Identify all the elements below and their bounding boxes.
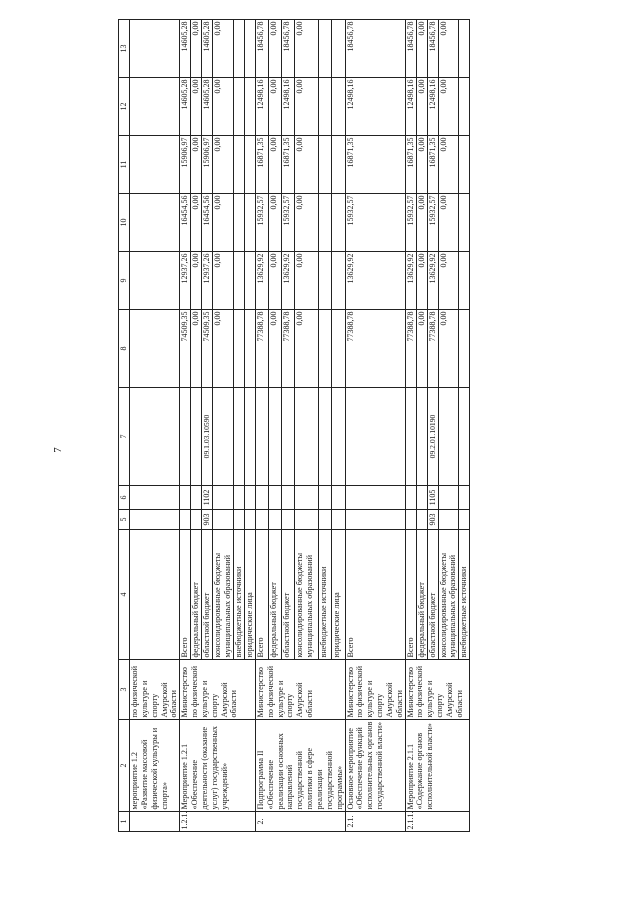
section-code-cell <box>319 486 332 510</box>
target-article-cell <box>268 388 281 486</box>
amount-cell <box>244 20 255 78</box>
executor-cell: Министерство по физической культуре и спорту Амурской области <box>255 660 345 720</box>
section-code-cell <box>255 486 268 510</box>
funding-source-cell: федеральный бюджет <box>191 530 202 660</box>
grbs-code-cell <box>332 510 345 530</box>
funding-source-cell: Всего <box>255 530 268 660</box>
section-code-cell: 1102 <box>202 486 213 510</box>
target-article-cell <box>294 388 318 486</box>
amount-cell <box>459 310 470 388</box>
amount-cell: 16454,56 <box>180 194 191 252</box>
amount-cell: 12498,16 <box>255 78 268 136</box>
target-article-cell: 09.2.01.10190 <box>427 388 438 486</box>
amount-cell <box>233 20 244 78</box>
grbs-code-cell <box>294 510 318 530</box>
section-code-cell <box>213 486 234 510</box>
funding-source-cell: внебюджетные источники <box>319 530 332 660</box>
target-article-cell <box>191 388 202 486</box>
amount-cell <box>130 310 180 388</box>
section-code-cell <box>294 486 318 510</box>
amount-cell: 18456,78 <box>255 20 268 78</box>
amount-cell: 12498,16 <box>345 78 405 136</box>
funding-source-cell: областной бюджет <box>281 530 294 660</box>
target-article-cell: 09.1.03.10590 <box>202 388 213 486</box>
amount-cell <box>244 78 255 136</box>
amount-cell <box>459 78 470 136</box>
amount-cell: 77388,78 <box>427 310 438 388</box>
amount-cell <box>233 78 244 136</box>
amount-cell: 0,00 <box>416 252 427 310</box>
amount-cell: 14605,28 <box>180 78 191 136</box>
amount-cell: 0,00 <box>268 20 281 78</box>
item-name-cell: Мероприятие 1.2.1 «Обеспечение деятельности (оказание услуг) государственных учреждений» <box>180 720 256 812</box>
budget-table <box>118 19 470 832</box>
amount-cell: 16871,35 <box>427 136 438 194</box>
amount-cell: 0,00 <box>294 20 318 78</box>
funding-source-cell: Всего <box>405 530 416 660</box>
section-code-cell <box>345 486 405 510</box>
amount-cell: 0,00 <box>191 194 202 252</box>
amount-cell <box>130 20 180 78</box>
target-article-cell <box>233 388 244 486</box>
section-code-cell <box>130 486 180 510</box>
target-article-cell <box>332 388 345 486</box>
column-header: 11 <box>119 136 130 194</box>
amount-cell <box>130 78 180 136</box>
grbs-code-cell <box>130 510 180 530</box>
amount-cell: 16871,35 <box>281 136 294 194</box>
amount-cell: 77388,78 <box>255 310 268 388</box>
amount-cell <box>332 20 345 78</box>
grbs-code-cell <box>319 510 332 530</box>
amount-cell: 16454,56 <box>202 194 213 252</box>
amount-cell: 14605,28 <box>202 20 213 78</box>
amount-cell <box>319 78 332 136</box>
header-row <box>119 20 130 832</box>
section-code-cell <box>332 486 345 510</box>
amount-cell <box>319 252 332 310</box>
funding-source-cell: федеральный бюджет <box>268 530 281 660</box>
section-code-cell <box>405 486 416 510</box>
amount-cell: 0,00 <box>191 78 202 136</box>
table-body <box>130 20 470 832</box>
amount-cell: 0,00 <box>438 78 459 136</box>
item-name-cell: Мероприятие 2.1.1 «Содержание органов исполнительной власти» <box>405 720 470 812</box>
amount-cell: 0,00 <box>438 310 459 388</box>
amount-cell: 0,00 <box>438 20 459 78</box>
amount-cell: 0,00 <box>268 78 281 136</box>
section-code-cell: 1105 <box>427 486 438 510</box>
funding-source-cell: областной бюджет <box>427 530 438 660</box>
amount-cell <box>319 194 332 252</box>
funding-source-cell: федеральный бюджет <box>416 530 427 660</box>
amount-cell: 0,00 <box>294 252 318 310</box>
column-header: 3 <box>119 660 130 720</box>
amount-cell <box>319 20 332 78</box>
rotated-table-container <box>118 21 596 832</box>
grbs-code-cell <box>244 510 255 530</box>
amount-cell: 18456,78 <box>405 20 416 78</box>
grbs-code-cell <box>438 510 459 530</box>
amount-cell: 0,00 <box>416 78 427 136</box>
funding-source-cell: областной бюджет <box>202 530 213 660</box>
amount-cell <box>332 136 345 194</box>
amount-cell: 0,00 <box>294 310 318 388</box>
section-code-cell <box>438 486 459 510</box>
amount-cell <box>459 194 470 252</box>
amount-cell: 13629,92 <box>405 252 416 310</box>
target-article-cell <box>255 388 268 486</box>
table-row <box>130 20 180 832</box>
amount-cell <box>459 252 470 310</box>
column-header: 13 <box>119 20 130 78</box>
amount-cell: 0,00 <box>294 136 318 194</box>
funding-source-cell: юридические лица <box>332 530 345 660</box>
table-row <box>345 20 405 832</box>
amount-cell <box>459 136 470 194</box>
grbs-code-cell <box>416 510 427 530</box>
amount-cell: 15932,57 <box>281 194 294 252</box>
amount-cell <box>459 20 470 78</box>
section-code-cell <box>268 486 281 510</box>
amount-cell: 0,00 <box>213 194 234 252</box>
item-name-cell: Подпрограмма II «Обеспечение реализации основных направлений государственной политики в сфере реализации государственной программы» <box>255 720 345 812</box>
amount-cell: 0,00 <box>191 20 202 78</box>
amount-cell: 15932,57 <box>405 194 416 252</box>
target-article-cell <box>345 388 405 486</box>
amount-cell <box>130 136 180 194</box>
amount-cell: 0,00 <box>213 78 234 136</box>
amount-cell <box>332 252 345 310</box>
grbs-code-cell <box>191 510 202 530</box>
amount-cell: 15906,97 <box>202 136 213 194</box>
amount-cell: 15906,97 <box>180 136 191 194</box>
amount-cell: 77388,78 <box>281 310 294 388</box>
table-row <box>405 20 416 832</box>
amount-cell <box>233 136 244 194</box>
amount-cell: 0,00 <box>268 136 281 194</box>
section-code-cell <box>459 486 470 510</box>
grbs-code-cell <box>281 510 294 530</box>
amount-cell: 0,00 <box>438 252 459 310</box>
grbs-code-cell <box>255 510 268 530</box>
grbs-code-cell <box>213 510 234 530</box>
budget-table-area <box>118 21 596 832</box>
amount-cell: 0,00 <box>213 20 234 78</box>
target-article-cell <box>180 388 191 486</box>
section-code-cell <box>180 486 191 510</box>
section-code-cell <box>416 486 427 510</box>
column-header: 2 <box>119 720 130 812</box>
grbs-code-cell <box>233 510 244 530</box>
amount-cell: 13629,92 <box>255 252 268 310</box>
amount-cell: 18456,78 <box>427 20 438 78</box>
amount-cell: 13629,92 <box>427 252 438 310</box>
amount-cell: 12937,26 <box>202 252 213 310</box>
amount-cell <box>244 310 255 388</box>
amount-cell <box>332 78 345 136</box>
amount-cell: 18456,78 <box>345 20 405 78</box>
funding-source-cell: консолидированные бюджеты муниципальных образований <box>438 530 459 660</box>
section-code-cell <box>244 486 255 510</box>
table-row <box>180 20 191 832</box>
amount-cell: 12498,16 <box>281 78 294 136</box>
amount-cell: 0,00 <box>213 136 234 194</box>
item-number-cell <box>130 812 180 832</box>
amount-cell: 0,00 <box>268 310 281 388</box>
amount-cell: 0,00 <box>268 194 281 252</box>
funding-source-cell: внебюджетные источники <box>233 530 244 660</box>
amount-cell <box>233 194 244 252</box>
amount-cell: 12937,26 <box>180 252 191 310</box>
amount-cell <box>233 252 244 310</box>
grbs-code-cell <box>345 510 405 530</box>
target-article-cell <box>416 388 427 486</box>
grbs-code-cell <box>459 510 470 530</box>
amount-cell <box>319 136 332 194</box>
amount-cell: 16871,35 <box>345 136 405 194</box>
amount-cell <box>130 194 180 252</box>
amount-cell: 0,00 <box>213 310 234 388</box>
column-header: 1 <box>119 812 130 832</box>
item-number-cell: 2.1. <box>345 812 405 832</box>
page-number: 7 <box>51 447 64 453</box>
section-code-cell <box>281 486 294 510</box>
amount-cell: 0,00 <box>416 20 427 78</box>
amount-cell <box>244 252 255 310</box>
column-header: 5 <box>119 510 130 530</box>
amount-cell: 0,00 <box>416 194 427 252</box>
funding-source-cell: консолидированные бюджеты муниципальных образований <box>294 530 318 660</box>
column-header: 9 <box>119 252 130 310</box>
amount-cell: 0,00 <box>294 194 318 252</box>
column-header: 7 <box>119 388 130 486</box>
amount-cell: 13629,92 <box>281 252 294 310</box>
column-header: 8 <box>119 310 130 388</box>
amount-cell: 74509,35 <box>202 310 213 388</box>
funding-source-cell: юридические лица <box>244 530 255 660</box>
executor-cell: Министерство по физической культуре и спорту Амурской области <box>345 660 405 720</box>
amount-cell: 0,00 <box>191 252 202 310</box>
target-article-cell <box>459 388 470 486</box>
target-article-cell <box>213 388 234 486</box>
grbs-code-cell <box>180 510 191 530</box>
amount-cell: 0,00 <box>438 136 459 194</box>
amount-cell: 12498,16 <box>405 78 416 136</box>
table-row <box>255 20 268 832</box>
amount-cell: 0,00 <box>191 310 202 388</box>
amount-cell <box>319 310 332 388</box>
amount-cell: 77388,78 <box>345 310 405 388</box>
grbs-code-cell <box>405 510 416 530</box>
amount-cell: 0,00 <box>294 78 318 136</box>
grbs-code-cell: 903 <box>427 510 438 530</box>
item-number-cell: 1.2.1. <box>180 812 256 832</box>
target-article-cell <box>438 388 459 486</box>
amount-cell <box>332 194 345 252</box>
amount-cell: 15932,57 <box>345 194 405 252</box>
target-article-cell <box>405 388 416 486</box>
amount-cell <box>244 136 255 194</box>
amount-cell: 77388,78 <box>405 310 416 388</box>
amount-cell: 0,00 <box>438 194 459 252</box>
section-code-cell <box>233 486 244 510</box>
amount-cell <box>233 310 244 388</box>
item-name-cell: Основное мероприятие «Обеспечение функций исполнительных органов государственной власти» <box>345 720 405 812</box>
funding-source-cell: внебюджетные источники <box>459 530 470 660</box>
section-code-cell <box>191 486 202 510</box>
amount-cell: 14605,28 <box>202 78 213 136</box>
item-number-cell: 2. <box>255 812 345 832</box>
funding-source-cell: консолидированные бюджеты муниципальных образований <box>213 530 234 660</box>
grbs-code-cell: 903 <box>202 510 213 530</box>
amount-cell: 16871,35 <box>255 136 268 194</box>
item-name-cell: мероприятие 1.2 «Развитие массовой физической культуры и спорта» <box>130 720 180 812</box>
amount-cell: 18456,78 <box>281 20 294 78</box>
amount-cell: 16871,35 <box>405 136 416 194</box>
executor-cell: Министерство по физической культуре и спорту Амурской области <box>405 660 470 720</box>
funding-source-cell <box>130 530 180 660</box>
amount-cell: 14605,28 <box>180 20 191 78</box>
column-header: 10 <box>119 194 130 252</box>
amount-cell: 0,00 <box>416 136 427 194</box>
column-header: 6 <box>119 486 130 510</box>
grbs-code-cell <box>268 510 281 530</box>
item-number-cell: 2.1.1. <box>405 812 470 832</box>
funding-source-cell: Всего <box>180 530 191 660</box>
target-article-cell <box>281 388 294 486</box>
executor-cell: Министерство по физической культуре и спорту Амурской области <box>180 660 256 720</box>
amount-cell: 0,00 <box>191 136 202 194</box>
executor-cell: по физической культуре и спорту Амурской области <box>130 660 180 720</box>
target-article-cell <box>319 388 332 486</box>
amount-cell: 15932,57 <box>427 194 438 252</box>
amount-cell: 0,00 <box>268 252 281 310</box>
column-header: 4 <box>119 530 130 660</box>
amount-cell: 15932,57 <box>255 194 268 252</box>
amount-cell <box>130 252 180 310</box>
funding-source-cell: Всего <box>345 530 405 660</box>
amount-cell: 0,00 <box>416 310 427 388</box>
amount-cell: 74509,35 <box>180 310 191 388</box>
amount-cell <box>244 194 255 252</box>
amount-cell: 0,00 <box>213 252 234 310</box>
target-article-cell <box>244 388 255 486</box>
column-header: 12 <box>119 78 130 136</box>
amount-cell: 12498,16 <box>427 78 438 136</box>
amount-cell: 13629,92 <box>345 252 405 310</box>
amount-cell <box>332 310 345 388</box>
target-article-cell <box>130 388 180 486</box>
